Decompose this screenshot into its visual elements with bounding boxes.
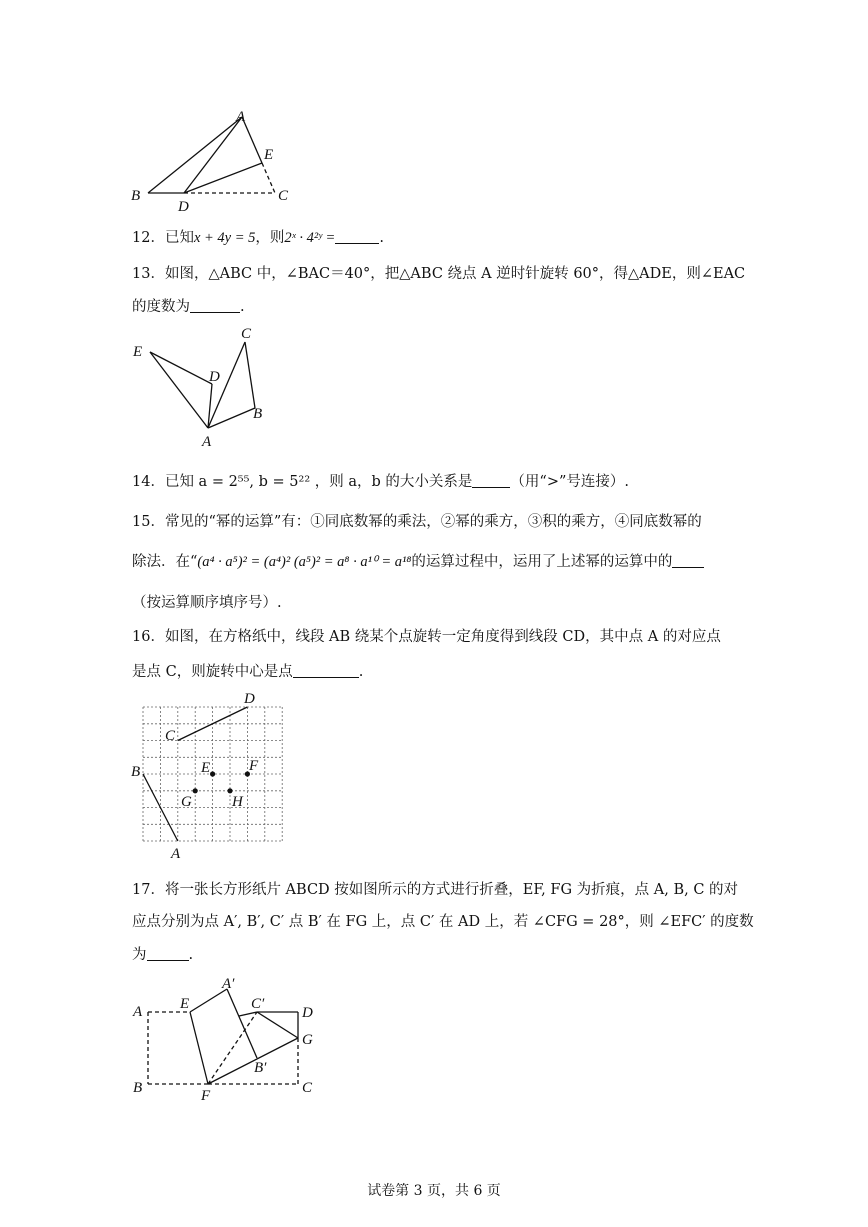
q13-end: . <box>240 299 245 315</box>
label-A: A <box>171 846 181 862</box>
label-C: C <box>241 326 252 342</box>
q17-text-3: 为 <box>132 947 147 963</box>
label-E: E <box>180 996 190 1012</box>
question-14 <box>132 472 629 492</box>
answer-blank[interactable] <box>147 946 189 961</box>
answer-blank[interactable] <box>472 473 510 488</box>
q15-formula: (a⁴ · a⁵)² = (a⁴)² (a⁵)² = a⁸ · a¹⁰ = a¹⁸ <box>197 554 412 570</box>
question-17-line3 <box>132 945 193 965</box>
q15-text-2: 除法．在“ <box>132 554 198 570</box>
q14-text: 已知 a = 2⁵⁵, b = 5²² ，则 a，b 的大小关系是 <box>164 474 473 490</box>
q15-text: 常见的“幂的运算”有：①同底数幂的乘法，②幂的乘方，③积的乘方，④同底数幂的 <box>164 514 702 530</box>
question-number: 13． <box>132 266 165 282</box>
answer-blank[interactable] <box>293 663 359 678</box>
figure-q17-folding <box>125 972 325 1102</box>
label-A: A <box>133 1004 143 1020</box>
page-footer: 试卷第 3 页，共 6 页 <box>367 1183 501 1199</box>
q12-end: . <box>379 230 384 246</box>
question-15-line1 <box>132 512 702 532</box>
label-D: D <box>178 199 189 215</box>
q15-text-3: 的运算过程中，运用了上述幂的运算中的 <box>411 554 673 570</box>
label-B: B <box>253 406 263 422</box>
q13-text-2: 的度数为 <box>132 299 190 315</box>
question-17-line1 <box>132 880 738 900</box>
figure-q16-grid <box>125 688 300 863</box>
q14-tail: （用“>”号连接）. <box>510 474 629 490</box>
label-E: E <box>133 344 143 360</box>
label-G: G <box>181 794 192 810</box>
label-E: E <box>264 147 274 163</box>
label-F: F <box>201 1088 211 1104</box>
q15-text-4: （按运算顺序填序号）. <box>132 595 282 611</box>
question-16-line1 <box>132 627 721 647</box>
q12-equation: x + 4y = 5 <box>193 230 256 246</box>
label-C: C <box>278 188 289 204</box>
q17-text-2: 应点分别为点 A′, B′, C′ 点 B′ 在 FG 上，点 C′ 在 AD 上，若 ∠CFG = 28°，则 ∠EFC′ 的度数 <box>132 914 754 930</box>
question-number: 14． <box>132 474 165 490</box>
question-12 <box>132 228 384 248</box>
label-H: H <box>232 794 243 810</box>
question-16-line2 <box>132 662 363 682</box>
answer-blank[interactable] <box>190 298 240 313</box>
label-F: F <box>249 758 259 774</box>
question-number: 15． <box>132 514 165 530</box>
q16-end: . <box>358 664 364 680</box>
question-13-line2 <box>132 297 245 317</box>
figure-q11-triangle <box>125 105 305 215</box>
label-B-prime: B′ <box>254 1060 267 1076</box>
q12-text-mid: ，则 <box>255 230 285 246</box>
question-number: 16． <box>132 629 165 645</box>
label-A: A <box>236 109 246 125</box>
label-C-prime: C′ <box>251 996 265 1012</box>
label-D: D <box>209 369 220 385</box>
label-B: B <box>133 1080 143 1096</box>
label-C: C <box>165 728 176 744</box>
question-15-line2 <box>132 552 704 572</box>
q16-text-2: 是点 C，则旋转中心是点 <box>132 664 293 680</box>
q12-expression: 2ˣ · 4²ʸ = <box>284 230 336 246</box>
label-E: E <box>201 760 211 776</box>
label-D: D <box>244 691 255 707</box>
question-17-line2 <box>132 912 754 932</box>
q17-end: . <box>188 947 194 963</box>
answer-blank[interactable] <box>672 553 704 568</box>
q17-text: 将一张长方形纸片 ABCD 按如图所示的方式进行折叠，EF, FG 为折痕，点 A, B, C 的对 <box>164 882 739 898</box>
question-13-line1 <box>132 264 745 284</box>
q13-text: 如图，△ABC 中，∠BAC＝40°，把△ABC 绕点 A 逆时针旋转 60°，得△ADE，则∠EAC <box>164 266 746 282</box>
label-A-prime: A′ <box>222 976 235 992</box>
answer-blank[interactable] <box>335 229 379 244</box>
label-C: C <box>302 1080 313 1096</box>
question-number: 17． <box>132 882 165 898</box>
q16-text: 如图，在方格纸中，线段 AB 绕某个点旋转一定角度得到线段 CD，其中点 A 的对应点 <box>164 629 721 645</box>
label-A: A <box>202 434 212 450</box>
label-B: B <box>131 764 141 780</box>
label-B: B <box>131 188 141 204</box>
label-D: D <box>302 1005 313 1021</box>
question-number: 12． <box>132 230 165 246</box>
question-15-line3 <box>132 593 282 613</box>
label-G: G <box>302 1032 313 1048</box>
q12-text: 已知 <box>164 230 194 246</box>
figure-q13-rotation <box>125 322 275 452</box>
